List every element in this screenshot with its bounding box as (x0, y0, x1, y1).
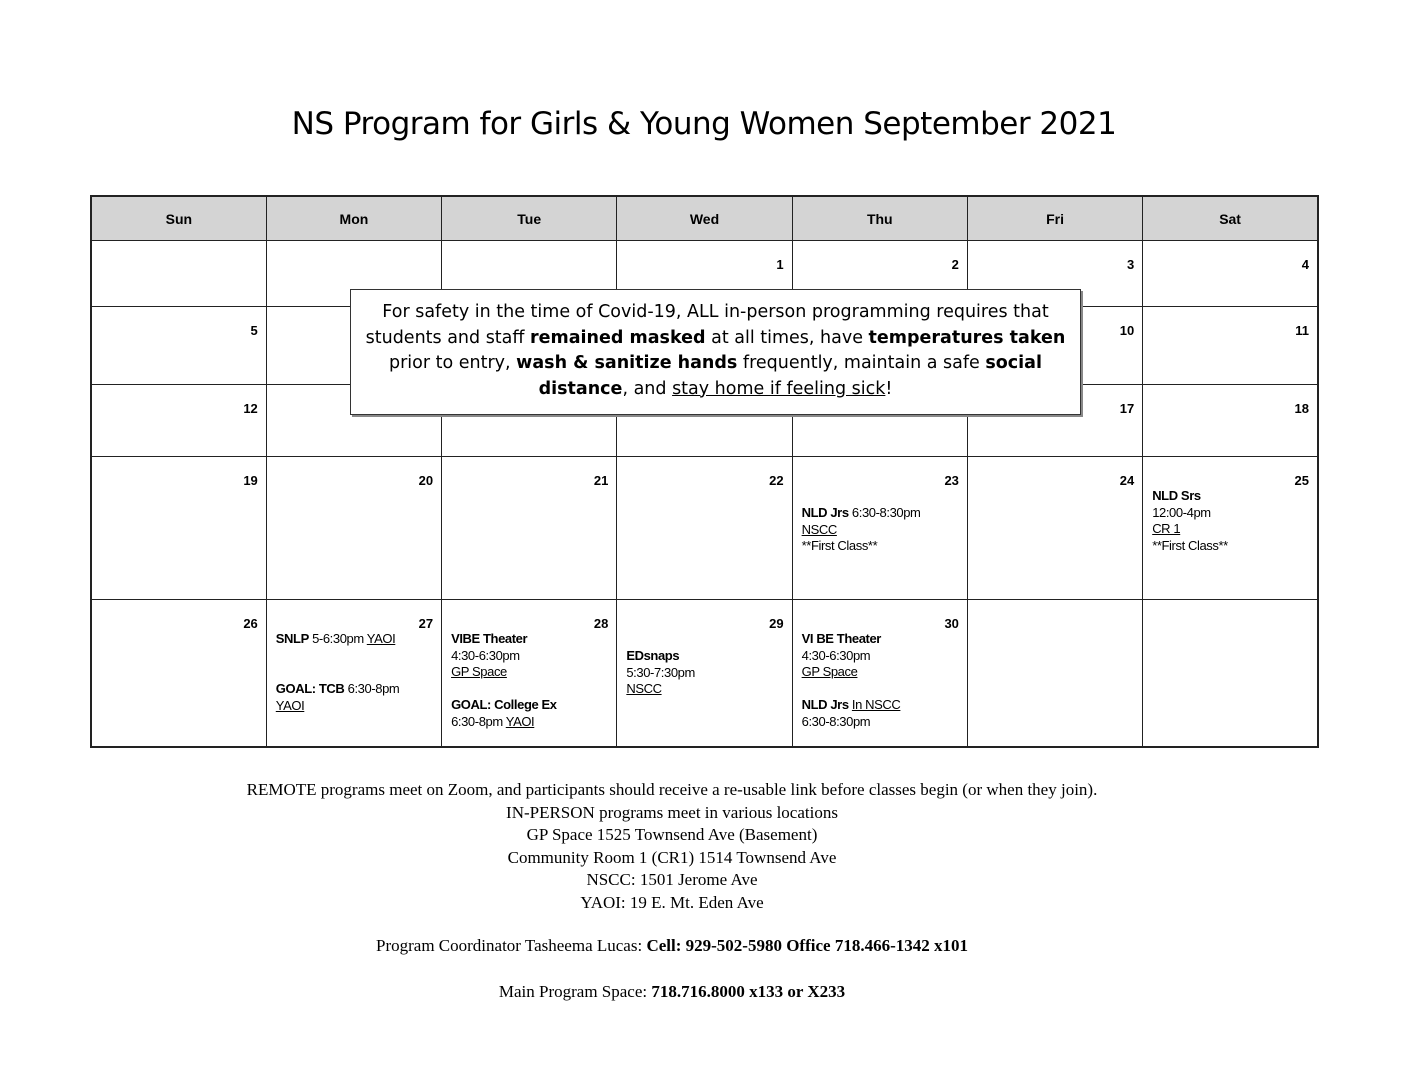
day-cell (266, 600, 441, 747)
coordinator-cell: Cell: 929-502-5980 (646, 936, 782, 955)
day-number: 25 (1294, 473, 1309, 488)
notice-underline: stay home if feeling sick (672, 378, 886, 399)
event-name: GOAL: TCB (275, 681, 345, 696)
event-edsnaps (626, 648, 787, 698)
day-number: 4 (1301, 257, 1309, 272)
week-row (91, 457, 1318, 600)
day-number: 28 (593, 616, 609, 631)
notice-text: prior to entry, (389, 353, 517, 373)
day-cell (792, 600, 967, 747)
weekday-thu: Thu (792, 196, 967, 241)
event-name: NLD Jrs (801, 505, 849, 520)
day-number: 20 (418, 473, 434, 488)
covid-safety-notice (350, 289, 1081, 415)
main-space-phone: 718.716.8000 x133 or X233 (651, 982, 846, 1001)
day-number: 12 (243, 401, 258, 416)
event-time: 5:30-7:30pm (626, 664, 695, 680)
day-cell (442, 457, 617, 600)
day-number: 22 (769, 473, 784, 488)
event-name: EDsnaps (626, 648, 680, 663)
event-vi-be-theater (802, 631, 963, 681)
event-location: YAOI (275, 697, 305, 713)
event-location: NSCC (801, 521, 837, 537)
footer-coordinator (0, 935, 1344, 958)
notice-bold: social distance (538, 353, 1042, 399)
day-number: 18 (1294, 401, 1309, 416)
notice-text: frequently, maintain a safe (737, 353, 986, 373)
coordinator-office: 718.466-1342 x101 (834, 936, 968, 955)
day-number: 3 (1126, 257, 1135, 272)
day-number: 30 (944, 616, 959, 631)
page-title: NS Program for Girls & Young Women September 2021 (291, 106, 1117, 142)
footer-yaoi-line: YAOI: 19 E. Mt. Eden Ave (580, 892, 764, 912)
day-number: 1 (776, 257, 784, 272)
event-location: NSCC (626, 681, 662, 696)
footer-inperson-line: IN-PERSON programs meet in various locations (506, 802, 838, 822)
event-name: VI BE Theater (801, 631, 881, 646)
day-cell (1143, 457, 1318, 600)
notice-text: , and (622, 378, 673, 399)
notice-bold: remained masked (530, 327, 706, 348)
event-time: 6:30-8:30pm (801, 713, 871, 729)
day-number: 23 (944, 473, 959, 488)
event-goal-tcb (276, 681, 437, 714)
event-time: 6:30-8pm (344, 681, 400, 696)
day-cell (792, 457, 967, 600)
weekday-fri: Fri (967, 196, 1142, 241)
event-name: VIBE Theater (451, 631, 528, 646)
weekday-tue: Tue (442, 196, 617, 241)
day-number: 27 (418, 616, 434, 631)
weekday-wed: Wed (617, 196, 792, 241)
event-location: YAOI (505, 713, 535, 729)
footer-nscc-line: NSCC: 1501 Jerome Ave (586, 870, 758, 889)
day-cell (91, 385, 266, 457)
day-cell (1143, 385, 1318, 457)
event-name: NLD Jrs (801, 697, 849, 712)
day-cell (617, 457, 792, 600)
footer-remote-line: REMOTE programs meet on Zoom, and participants should receive a re-usable link before classes begin (or when they join). (246, 780, 1098, 799)
day-cell (91, 307, 266, 385)
day-cell (91, 600, 266, 747)
event-time: 12:00-4pm (1152, 504, 1211, 520)
event-time: 5-6:30pm (308, 631, 367, 646)
day-cell (967, 457, 1142, 600)
event-location: GP Space (801, 664, 858, 679)
event-location: In NSCC (851, 697, 901, 712)
weekday-header-row (91, 196, 1318, 241)
coordinator-label: Program Coordinator Tasheema Lucas: (376, 936, 647, 955)
notice-text: For safety in the time of Covid-19, ALL in-person programming requires that students and staff (365, 302, 1049, 348)
day-cell (1143, 241, 1318, 307)
event-name: GOAL: College Ex (451, 697, 557, 712)
event-note: **First Class** (801, 538, 878, 553)
day-cell-empty (91, 241, 266, 307)
event-name: SNLP (275, 631, 309, 646)
event-snlp (276, 631, 437, 648)
footer-cr1-line: Community Room 1 (CR1) 1514 Townsend Ave (507, 847, 837, 867)
event-location: GP Space (451, 664, 507, 679)
day-cell (266, 457, 441, 600)
day-cell (91, 457, 266, 600)
day-cell-empty (967, 600, 1142, 747)
event-note: **First Class** (1152, 537, 1228, 553)
footer-info (0, 779, 1344, 914)
day-number: 19 (243, 473, 258, 488)
day-number: 29 (769, 616, 784, 631)
event-time: 6:30-8pm (451, 713, 506, 729)
footer-gp-space-line: GP Space 1525 Townsend Ave (Basement) (526, 825, 818, 844)
day-number: 21 (593, 473, 609, 488)
event-location: CR 1 (1152, 521, 1181, 536)
day-number: 24 (1119, 473, 1135, 488)
main-space-label: Main Program Space: (498, 982, 652, 1001)
footer-main-space (0, 981, 1344, 1004)
event-nld-jrs-2 (802, 697, 963, 730)
calendar-grid (90, 195, 1319, 748)
weekday-sun: Sun (91, 196, 266, 241)
event-vibe-theater (451, 631, 612, 681)
event-time: 4:30-6:30pm (801, 647, 871, 663)
notice-text: at all times, have (705, 327, 869, 348)
event-location: YAOI (366, 631, 396, 646)
day-cell (1143, 307, 1318, 385)
event-time: 6:30-8:30pm (848, 505, 921, 520)
week-row (91, 600, 1318, 747)
day-number: 17 (1119, 401, 1135, 416)
notice-bold: wash & sanitize hands (516, 353, 738, 373)
event-nld-jrs (802, 505, 963, 555)
event-nld-srs (1152, 488, 1313, 554)
day-number: 26 (243, 616, 258, 631)
day-cell (617, 600, 792, 747)
weekday-mon: Mon (266, 196, 441, 241)
day-number: 10 (1119, 323, 1135, 338)
event-goal-college-ex (451, 697, 612, 730)
coordinator-office-label: Office (781, 936, 835, 955)
event-time: 4:30-6:30pm (451, 647, 520, 663)
day-number: 2 (951, 257, 959, 272)
day-cell (442, 600, 617, 747)
notice-bold: temperatures taken (868, 327, 1066, 348)
day-cell-empty (1143, 600, 1318, 747)
day-number: 5 (250, 323, 258, 338)
day-number: 11 (1295, 323, 1309, 338)
event-name: NLD Srs (1152, 488, 1201, 503)
notice-text: ! (885, 378, 893, 399)
weekday-sat: Sat (1143, 196, 1318, 241)
